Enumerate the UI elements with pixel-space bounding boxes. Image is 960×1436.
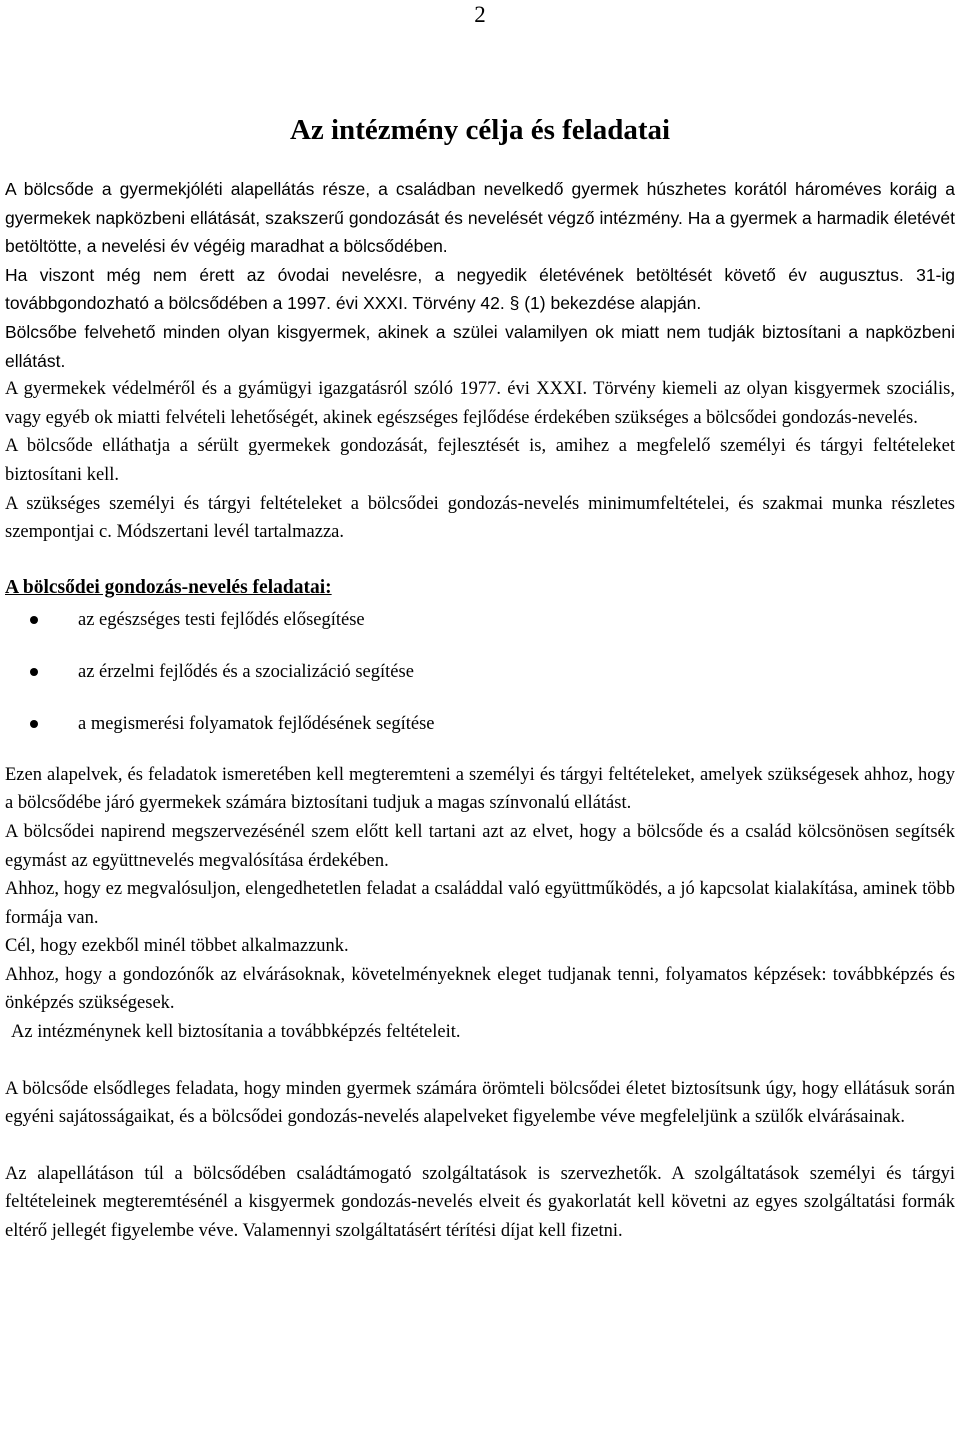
paragraph-daily-schedule: A bölcsődei napirend megszervezésénél szem előtt kell tartani azt az elvet, hogy a bölcsőde és a család kölcsönösen segítsék egymást az együttnevelés megvalósítása érdekében. <box>5 821 955 871</box>
page-title: Az intézmény célja és feladatai <box>289 114 671 146</box>
paragraph-institution-training: Az intézménynek kell biztosítania a továbbképzés feltételeit. <box>11 1022 461 1043</box>
paragraph-intro-definition: A bölcsőde a gyermekjóléti alapellátás része, a családban nevelkedő gyermek húszhetes korától hároméves koráig a gyermekek napközbeni ellátását, szakszerű gondozását és nevelését végző intézmény. Ha a gyermek a harmadik életévét betöltötte, a nevelési év végéig maradhat a bölcsődében. <box>5 179 955 257</box>
paragraph-principles: Ezen alapelvek, és feladatok ismeretében kell megteremteni a személyi és tárgyi feltételeket, amelyek szükségesek ahhoz, hogy a bölcsődébe járó gyermekek számára biztosítani tudjuk a magas színvonalú ellátást. <box>5 764 955 814</box>
spacer <box>5 1047 955 1075</box>
paragraph-intro-law: A gyermekek védelméről és a gyámügyi igazgatásról szóló 1977. évi XXXI. Törvény kiemeli az olyan kisgyermek szociális, vagy egyéb ok miatti felvételi lehetőségét, akinek egészséges fejlődése érdekében szükséges a bölcsődei gondozás-nevelés. <box>5 379 955 428</box>
list-item <box>5 659 955 711</box>
paragraph-intro-admission: Bölcsőbe felvehető minden olyan kisgyermek, akinek a szülei valamilyen ok miatt nem tudják biztosítani a napközbeni ellátást. <box>5 321 955 371</box>
list-item <box>5 711 955 751</box>
list-item-text: a megismerési folyamatok fejlődésének segítése <box>78 713 435 734</box>
paragraph-primary-task: A bölcsőde elsődleges feladata, hogy minden gyermek számára örömteli bölcsődei életet biztosítsunk úgy, hogy ellátásuk során egyéni sajátosságaikat, és a bölcsődei gondozás-nevelés alapelveket figyelembe véve megfeleljünk a szülők elvárásainak. <box>5 1078 955 1128</box>
paragraph-training: Ahhoz, hogy a gondozónők az elvárásoknak, követelményeknek eleget tudjanak tenni, folyamatos képzések: továbbképzés és önképzés szükségesek. <box>5 964 955 1014</box>
tasks-list <box>5 607 955 751</box>
bullet-icon <box>30 720 38 728</box>
page-number: 2 <box>474 2 486 27</box>
paragraph-intro-conditions: A szükséges személyi és tárgyi feltételeket a bölcsődei gondozás-nevelés minimumfeltételei, és szakmai munka részletes szempontjai c. Módszertani levél tartalmazza. <box>5 493 955 543</box>
bullet-icon <box>30 616 38 624</box>
paragraph-family-cooperation: Ahhoz, hogy ez megvalósuljon, elengedhetetlen feladat a családdal való együttműködés, a jó kapcsolat kialakítása, aminek több formája van. <box>5 879 955 928</box>
paragraph-intro-age-extension: Ha viszont még nem érett az óvodai nevelésre, a negyedik életévének betöltését követő év augusztus. 31-ig továbbgondozható a bölcsődében a 1997. évi XXXI. Törvény 42. § (1) bekezdése alapján. <box>5 264 955 314</box>
document-body <box>5 175 955 1246</box>
spacer <box>5 1132 955 1160</box>
list-item-text: az érzelmi fejlődés és a szocializáció segítése <box>78 661 414 682</box>
tasks-heading: A bölcsődei gondozás-nevelés feladatai: <box>5 576 332 598</box>
list-item <box>5 607 955 659</box>
paragraph-family-support-services: Az alapellátáson túl a bölcsődében családtámogató szolgáltatások is szervezhetők. A szolgáltatások személyi és tárgyi feltételeinek megteremtésénél a kisgyermek gondozás-nevelés elveit és gyakorlatát kell követni az egyes szolgáltatási formák eltérő jellegét figyelembe véve. Valamennyi szolgáltatásért térítési díjat kell fizetni. <box>5 1163 955 1242</box>
paragraph-intro-disabled-children: A bölcsőde elláthatja a sérült gyermekek gondozását, fejlesztését is, amihez a megfelelő személyi és tárgyi feltételeket biztosítani kell. <box>5 436 955 485</box>
list-item-text: az egészséges testi fejlődés elősegítése <box>78 609 365 630</box>
bullet-icon <box>30 668 38 676</box>
paragraph-goal: Cél, hogy ezekből minél többet alkalmazzunk. <box>5 936 349 957</box>
